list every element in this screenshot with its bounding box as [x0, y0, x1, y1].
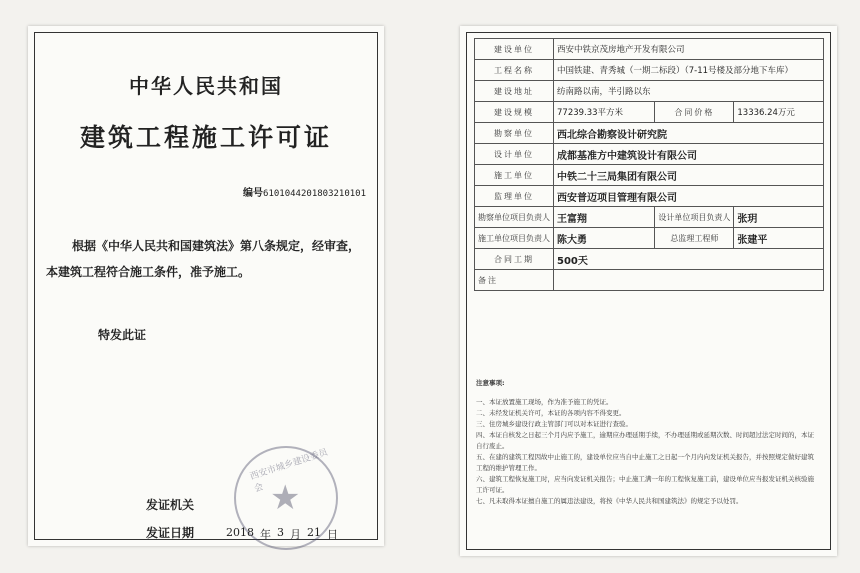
permit-body-text: 根据《中华人民共和国建筑法》第八条规定，经审查，本建筑工程符合施工条件，准予施工。 [46, 239, 361, 279]
table-row [475, 144, 824, 165]
serial-value: 6101044201803210101 [263, 189, 366, 199]
row-label: 施工单位 [475, 165, 554, 186]
issue-date-label: 发证日期 [146, 526, 195, 540]
date-year: 2018 [226, 526, 254, 539]
row-value: 500天 [554, 249, 824, 270]
row-value: 西安中铁京茂房地产开发有限公司 [554, 39, 824, 60]
table-row [475, 102, 824, 123]
notes-section [476, 378, 816, 507]
note-item: 四、本证自核发之日起三个月内应予施工，逾期应办理延期手续，不办理延期或延期次数、时间超过法定时间的，本证自行废止。 [476, 431, 814, 450]
row-value: 王富翔 [554, 207, 655, 228]
serial-label: 编号 [243, 188, 264, 199]
date-month-unit: 月 [290, 528, 301, 541]
row-label: 勘察单位项目负责人 [475, 207, 554, 228]
row-label: 设计单位 [475, 144, 554, 165]
permit-title: 建筑工程施工许可证 [79, 123, 332, 152]
table-row [475, 207, 824, 228]
row-label: 工程名称 [475, 60, 554, 81]
table-row [475, 81, 824, 102]
row-value: 张建平 [734, 228, 824, 249]
table-row [475, 165, 824, 186]
date-month: 3 [277, 526, 284, 539]
row-label: 设计单位项目负责人 [655, 207, 734, 228]
project-info-table [474, 38, 824, 291]
note-item: 一、本证放置施工现场，作为准予施工的凭证。 [476, 398, 613, 406]
row-value: 中国铁建、青秀城（一期二标段）（7-11号楼及部分地下车库） [554, 60, 824, 81]
row-label: 总监理工程师 [655, 228, 734, 249]
remarks-label: 备注 [475, 270, 554, 291]
table-row [475, 228, 824, 249]
row-value: 张玥 [734, 207, 824, 228]
row-label: 建设地址 [475, 81, 554, 102]
row-label: 监理单位 [475, 186, 554, 207]
issue-date [226, 526, 338, 542]
seal-text: 西安市城乡建设委员会 [249, 447, 330, 495]
table-row [475, 249, 824, 270]
notes-title: 注意事项: [476, 379, 505, 387]
row-label: 施工单位项目负责人 [475, 228, 554, 249]
row-value: 陈大勇 [554, 228, 655, 249]
table-row [475, 270, 824, 291]
row-label: 勘察单位 [475, 123, 554, 144]
row-value: 13336.24万元 [734, 102, 824, 123]
date-day: 21 [307, 526, 321, 539]
row-value: 中铁二十三局集团有限公司 [554, 165, 824, 186]
row-value: 西安普迈项目管理有限公司 [554, 186, 824, 207]
table-row [475, 123, 824, 144]
permit-detail-page [460, 26, 837, 556]
table-row [475, 39, 824, 60]
note-item: 五、在建的建筑工程因故中止施工的，建设单位应当自中止施工之日起一个月内向发证机关报告，并按照规定做好建筑工程的维护管理工作。 [476, 453, 814, 472]
row-value: 西北综合勘察设计研究院 [554, 123, 824, 144]
permit-cover-page [28, 26, 384, 546]
row-value: 77239.33平方米 [554, 102, 655, 123]
note-item: 三、住房城乡建设行政主管部门可以对本证进行查验。 [476, 420, 632, 428]
note-item: 七、凡未取得本证擅自施工的属违法建设，将按《中华人民共和国建筑法》的规定予以处罚。 [476, 497, 743, 505]
row-value: 成都基准方中建筑设计有限公司 [554, 144, 824, 165]
table-row [475, 186, 824, 207]
note-item: 六、建筑工程恢复施工时，应当向发证机关报告；中止施工满一年的工程恢复施工前，建设单位应当报发证机关核验施工许可证。 [476, 475, 814, 494]
table-row [475, 60, 824, 81]
serial-number [243, 184, 366, 199]
special-issue-text: 特发此证 [98, 328, 147, 342]
date-day-unit: 日 [327, 528, 338, 541]
row-label: 合同价格 [655, 102, 734, 123]
date-year-unit: 年 [260, 528, 271, 541]
note-item: 二、未经发证机关许可，本证的各项内容不得变更。 [476, 409, 626, 417]
star-icon: ★ [270, 478, 301, 518]
row-label: 建设规模 [475, 102, 554, 123]
row-value: 纺南路以南，半引路以东 [554, 81, 824, 102]
issuing-authority-label: 发证机关 [146, 498, 195, 512]
row-label: 合同工期 [475, 249, 554, 270]
row-label: 建设单位 [475, 39, 554, 60]
country-name: 中华人民共和国 [129, 74, 283, 98]
remarks-value [554, 270, 824, 291]
